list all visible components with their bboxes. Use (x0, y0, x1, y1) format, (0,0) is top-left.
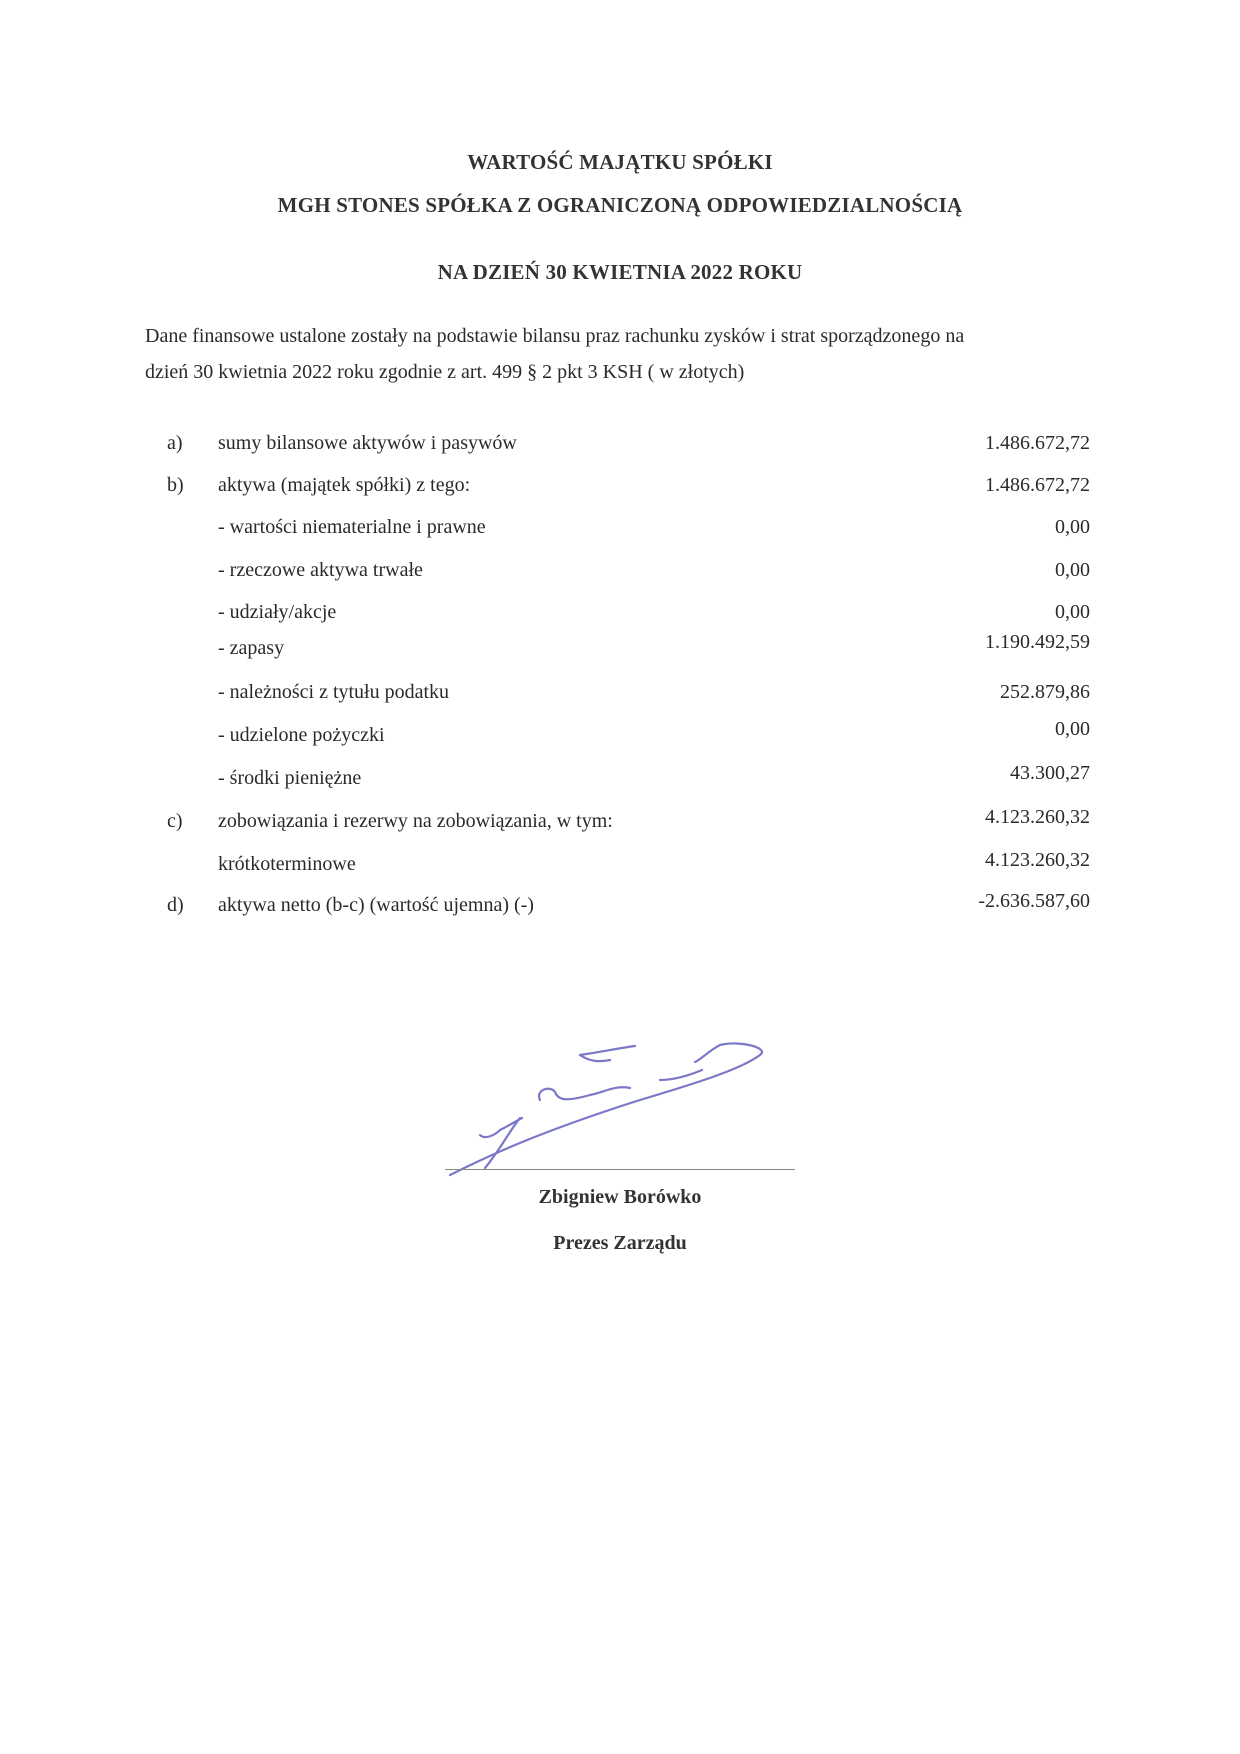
item-value: 4.123.260,32 (985, 806, 1090, 828)
item-value: 1.486.672,72 (985, 432, 1090, 454)
signature-stroke (480, 1118, 522, 1168)
item-letter: b) (167, 474, 184, 496)
list-item (0, 474, 1240, 504)
list-item (0, 890, 1240, 924)
document-title: WARTOŚĆ MAJĄTKU SPÓŁKI (467, 150, 773, 174)
item-value: 0,00 (1055, 601, 1090, 623)
signature-stroke (539, 1070, 702, 1100)
list-item (0, 559, 1240, 589)
company-name: MGH STONES SPÓŁKA Z OGRANICZONĄ ODPOWIEDZIALNOŚCIĄ (277, 193, 963, 217)
document-date: NA DZIEŃ 30 KWIETNIA 2022 ROKU (437, 260, 803, 284)
item-label: - rzeczowe aktywa trwałe (218, 559, 423, 581)
handwritten-signature (440, 1040, 810, 1180)
list-item (0, 806, 1240, 840)
list-item (0, 516, 1240, 546)
item-label: aktywa netto (b-c) (wartość ujemna) (-) (218, 894, 534, 916)
item-label: sumy bilansowe aktywów i pasywów (218, 432, 517, 454)
item-label: - należności z tytułu podatku (218, 681, 450, 703)
item-letter: d) (167, 894, 184, 916)
item-value: 252.879,86 (1000, 681, 1090, 703)
item-value: 1.486.672,72 (985, 474, 1090, 496)
item-value: 43.300,27 (1010, 762, 1090, 784)
item-letter: c) (167, 810, 183, 832)
item-letter: a) (167, 432, 183, 454)
signature-line (445, 1169, 795, 1170)
item-label: aktywa (majątek spółki) z tego: (218, 474, 471, 496)
item-value: 1.190.492,59 (985, 631, 1090, 653)
list-item (0, 681, 1240, 711)
list-item (0, 601, 1240, 631)
item-label: - zapasy (218, 637, 285, 659)
item-label: krótkoterminowe (218, 853, 356, 875)
item-label: - wartości niematerialne i prawne (218, 516, 486, 538)
signer-role: Prezes Zarządu (553, 1232, 687, 1254)
intro-paragraph (145, 318, 1105, 390)
item-value: 0,00 (1055, 559, 1090, 581)
signature-stroke (450, 1043, 762, 1175)
signer-name: Zbigniew Borówko (538, 1186, 702, 1208)
signature-stroke (580, 1046, 635, 1061)
item-value: 0,00 (1055, 516, 1090, 538)
list-item (0, 631, 1240, 667)
list-item (0, 849, 1240, 883)
list-item (0, 432, 1240, 462)
item-value: 4.123.260,32 (985, 849, 1090, 871)
item-label: - środki pieniężne (218, 767, 362, 789)
intro-line-2: dzień 30 kwietnia 2022 roku zgodnie z art. 499 § 2 pkt 3 KSH ( w złotych) (145, 361, 745, 383)
intro-line-1: Dane finansowe ustalone zostały na podstawie bilansu praz rachunku zysków i strat sporządzonego na (145, 325, 965, 347)
item-label: - udzielone pożyczki (218, 724, 385, 746)
item-value: -2.636.587,60 (978, 890, 1090, 912)
item-label: zobowiązania i rezerwy na zobowiązania, w tym: (218, 810, 613, 832)
item-value: 0,00 (1055, 718, 1090, 740)
item-label: - udziały/akcje (218, 601, 337, 623)
list-item (0, 718, 1240, 754)
list-item (0, 762, 1240, 797)
